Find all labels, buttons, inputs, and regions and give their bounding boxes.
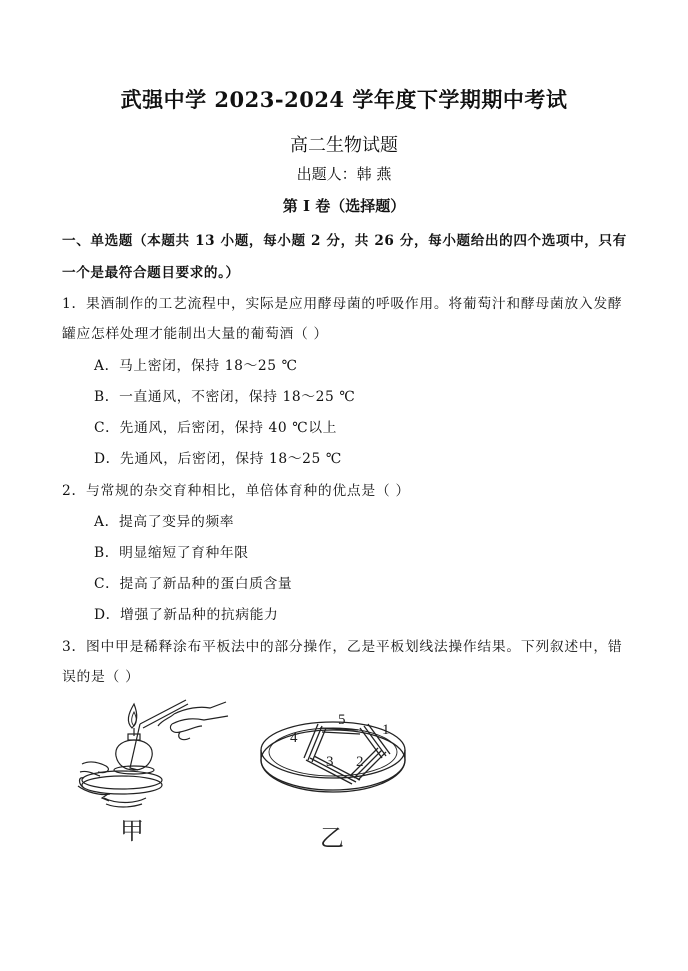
volume-heading: 第 I 卷（选择题） <box>282 197 406 215</box>
question-2-option-c: C．提高了新品种的蛋白质含量 <box>94 576 293 592</box>
question-3-stem-line1: 3．图中甲是稀释涂布平板法中的部分操作，乙是平板划线法操作结果。下列叙述中，错 <box>62 639 623 655</box>
question-1-stem-line2: 罐应怎样处理才能制出大量的葡萄酒（ ） <box>62 326 329 342</box>
question-3-stem-line2: 误的是（ ） <box>62 669 140 685</box>
exam-title: 武强中学 2023-2024 学年度下学期期中考试 <box>120 87 568 112</box>
zone-label-5: 5 <box>338 712 346 728</box>
question-1-option-c: C．先通风，后密闭，保持 40 ℃以上 <box>94 420 338 436</box>
section-heading-line2: 一个是最符合题目要求的。） <box>62 265 240 281</box>
question-1-option-a: A．马上密闭，保持 18～25 ℃ <box>94 358 298 374</box>
question-2-option-a: A．提高了变异的频率 <box>94 514 235 530</box>
figure-label-jia: 甲 <box>120 818 144 845</box>
section-heading-line1: 一、单选题（本题共 13 小题，每小题 2 分，共 26 分，每小题给出的四个选项中，只有 <box>62 233 627 249</box>
zone-label-4: 4 <box>290 730 298 746</box>
figure-jia-illustration <box>78 700 228 807</box>
question-1-option-d: D．先通风，后密闭，保持 18～25 ℃ <box>94 451 342 467</box>
zone-label-2: 2 <box>356 754 364 770</box>
question-2-option-d: D．增强了新品种的抗病能力 <box>94 607 279 623</box>
question-2-stem: 2．与常规的杂交育种相比，单倍体育种的优点是（ ） <box>62 483 410 499</box>
figure-label-yi: 乙 <box>320 825 344 852</box>
question-2-option-b: B．明显缩短了育种年限 <box>94 545 249 561</box>
exam-author: 出题人：韩 燕 <box>296 165 392 183</box>
zone-label-3: 3 <box>326 754 334 770</box>
question-1-stem-line1: 1．果酒制作的工艺流程中，实际是应用酵母菌的呼吸作用。将葡萄汁和酵母菌放入发酵 <box>62 296 623 312</box>
zone-label-1: 1 <box>382 722 390 738</box>
exam-subtitle: 高二生物试题 <box>290 135 398 156</box>
question-1-option-b: B．一直通风，不密闭，保持 18～25 ℃ <box>94 389 356 405</box>
question-3-figure <box>76 696 406 866</box>
